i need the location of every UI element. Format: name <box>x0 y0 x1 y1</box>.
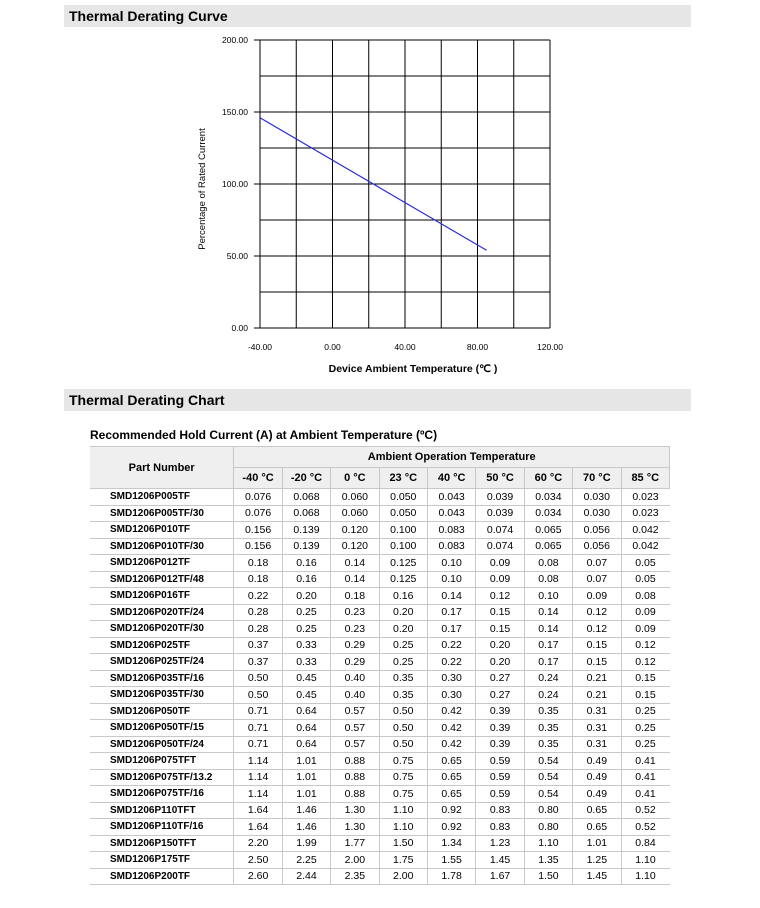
table-subtitle: Recommended Hold Current (A) at Ambient Temperature (ºC) <box>90 428 438 442</box>
table-row <box>90 621 670 638</box>
hold-current-cell: 1.34 <box>427 835 475 852</box>
hold-current-cell: 1.99 <box>282 835 330 852</box>
temp-header: 23 °C <box>379 468 427 489</box>
part-number-cell: SMD1206P016TF <box>90 588 234 605</box>
hold-current-cell: 0.33 <box>282 637 330 654</box>
hold-current-cell: 0.23 <box>331 604 379 621</box>
table-row <box>90 819 670 836</box>
hold-current-cell: 0.14 <box>331 555 379 572</box>
part-number-cell: SMD1206P110TF/16 <box>90 819 234 836</box>
part-number-cell: SMD1206P075TFT <box>90 753 234 770</box>
hold-current-cell: 0.10 <box>524 588 572 605</box>
hold-current-cell: 0.18 <box>234 571 282 588</box>
hold-current-cell: 1.10 <box>379 802 427 819</box>
temp-header: -40 °C <box>234 468 282 489</box>
hold-current-cell: 0.65 <box>427 769 475 786</box>
hold-current-cell: 0.28 <box>234 621 282 638</box>
hold-current-cell: 1.46 <box>282 802 330 819</box>
table-row <box>90 505 670 522</box>
hold-current-cell: 0.20 <box>476 654 524 671</box>
hold-current-cell: 0.156 <box>234 522 282 539</box>
table-row <box>90 588 670 605</box>
hold-current-cell: 1.10 <box>621 868 669 885</box>
hold-current-cell: 0.75 <box>379 769 427 786</box>
hold-current-cell: 0.17 <box>427 604 475 621</box>
hold-current-cell: 0.27 <box>476 687 524 704</box>
y-tick-label: 200.00 <box>222 35 248 45</box>
hold-current-cell: 0.076 <box>234 505 282 522</box>
hold-current-cell: 0.100 <box>379 522 427 539</box>
hold-current-cell: 0.023 <box>621 489 669 506</box>
x-tick-label: 40.00 <box>394 342 416 352</box>
hold-current-cell: 0.042 <box>621 522 669 539</box>
hold-current-cell: 0.120 <box>331 522 379 539</box>
hold-current-cell: 1.23 <box>476 835 524 852</box>
hold-current-cell: 0.71 <box>234 703 282 720</box>
hold-current-cell: 0.25 <box>379 637 427 654</box>
hold-current-cell: 0.84 <box>621 835 669 852</box>
hold-current-cell: 0.42 <box>427 703 475 720</box>
hold-current-cell: 0.54 <box>524 753 572 770</box>
hold-current-cell: 0.37 <box>234 637 282 654</box>
x-tick-label: 80.00 <box>466 342 489 352</box>
curve-section-title: Thermal Derating Curve <box>69 8 228 24</box>
hold-current-cell: 0.49 <box>573 753 621 770</box>
hold-current-cell: 0.80 <box>524 819 572 836</box>
table-row <box>90 538 670 555</box>
hold-current-cell: 0.23 <box>331 621 379 638</box>
hold-current-cell: 0.25 <box>379 654 427 671</box>
hold-current-cell: 0.88 <box>331 786 379 803</box>
hold-current-cell: 0.29 <box>331 637 379 654</box>
hold-current-cell: 0.034 <box>524 505 572 522</box>
hold-current-cell: 0.57 <box>331 703 379 720</box>
hold-current-cell: 0.043 <box>427 489 475 506</box>
hold-current-cell: 0.14 <box>331 571 379 588</box>
hold-current-cell: 0.074 <box>476 522 524 539</box>
hold-current-cell: 0.15 <box>621 670 669 687</box>
hold-current-cell: 1.01 <box>282 786 330 803</box>
hold-current-cell: 1.64 <box>234 802 282 819</box>
part-number-cell: SMD1206P050TF/15 <box>90 720 234 737</box>
chart-section-title: Thermal Derating Chart <box>69 392 225 408</box>
hold-current-cell: 2.50 <box>234 852 282 869</box>
table-row <box>90 720 670 737</box>
hold-current-cell: 0.64 <box>282 736 330 753</box>
table-row <box>90 835 670 852</box>
hold-current-cell: 1.14 <box>234 753 282 770</box>
hold-current-cell: 0.24 <box>524 670 572 687</box>
hold-current-cell: 0.076 <box>234 489 282 506</box>
part-number-cell: SMD1206P025TF <box>90 637 234 654</box>
hold-current-cell: 0.030 <box>573 489 621 506</box>
hold-current-cell: 0.043 <box>427 505 475 522</box>
hold-current-cell: 1.75 <box>379 852 427 869</box>
hold-current-cell: 0.139 <box>282 538 330 555</box>
temp-header: 70 °C <box>573 468 621 489</box>
hold-current-cell: 0.05 <box>621 571 669 588</box>
hold-current-cell: 0.07 <box>573 571 621 588</box>
hold-current-cell: 0.10 <box>427 555 475 572</box>
hold-current-cell: 1.01 <box>282 753 330 770</box>
table-row <box>90 736 670 753</box>
hold-current-cell: 0.83 <box>476 819 524 836</box>
hold-current-cell: 0.41 <box>621 769 669 786</box>
hold-current-cell: 0.24 <box>524 687 572 704</box>
hold-current-cell: 0.083 <box>427 538 475 555</box>
part-number-cell: SMD1206P200TF <box>90 868 234 885</box>
hold-current-cell: 0.15 <box>573 637 621 654</box>
hold-current-cell: 0.25 <box>282 621 330 638</box>
hold-current-cell: 0.16 <box>282 555 330 572</box>
hold-current-cell: 0.060 <box>331 489 379 506</box>
hold-current-cell: 0.17 <box>427 621 475 638</box>
hold-current-cell: 0.71 <box>234 736 282 753</box>
hold-current-cell: 0.92 <box>427 819 475 836</box>
table-row <box>90 654 670 671</box>
y-tick-label: 100.00 <box>222 179 248 189</box>
hold-current-cell: 1.50 <box>524 868 572 885</box>
part-number-cell: SMD1206P020TF/24 <box>90 604 234 621</box>
hold-current-cell: 0.65 <box>427 753 475 770</box>
hold-current-cell: 0.45 <box>282 670 330 687</box>
hold-current-cell: 0.17 <box>524 654 572 671</box>
hold-current-cell: 1.46 <box>282 819 330 836</box>
hold-current-cell: 0.35 <box>379 687 427 704</box>
hold-current-cell: 0.023 <box>621 505 669 522</box>
hold-current-cell: 0.139 <box>282 522 330 539</box>
table-row <box>90 703 670 720</box>
hold-current-cell: 1.78 <box>427 868 475 885</box>
hold-current-cell: 0.15 <box>621 687 669 704</box>
table-row <box>90 555 670 572</box>
hold-current-cell: 0.050 <box>379 505 427 522</box>
hold-current-cell: 0.31 <box>573 736 621 753</box>
hold-current-cell: 0.17 <box>524 637 572 654</box>
hold-current-cell: 1.10 <box>621 852 669 869</box>
hold-current-cell: 0.034 <box>524 489 572 506</box>
hold-current-cell: 0.12 <box>573 621 621 638</box>
hold-current-cell: 0.22 <box>234 588 282 605</box>
hold-current-cell: 0.09 <box>621 621 669 638</box>
hold-current-cell: 0.125 <box>379 571 427 588</box>
part-number-cell: SMD1206P010TF <box>90 522 234 539</box>
hold-current-cell: 1.14 <box>234 786 282 803</box>
hold-current-cell: 0.50 <box>379 720 427 737</box>
hold-current-cell: 0.09 <box>476 555 524 572</box>
hold-current-cell: 0.54 <box>524 769 572 786</box>
hold-current-cell: 0.07 <box>573 555 621 572</box>
table-row <box>90 868 670 885</box>
hold-current-cell: 1.77 <box>331 835 379 852</box>
y-tick-label: 150.00 <box>222 107 248 117</box>
hold-current-cell: 1.67 <box>476 868 524 885</box>
hold-current-cell: 0.10 <box>427 571 475 588</box>
hold-current-cell: 0.30 <box>427 687 475 704</box>
part-number-cell: SMD1206P110TFT <box>90 802 234 819</box>
hold-current-cell: 0.71 <box>234 720 282 737</box>
hold-current-cell: 0.41 <box>621 753 669 770</box>
y-tick-label: 0.00 <box>231 323 248 333</box>
hold-current-cell: 0.50 <box>379 736 427 753</box>
hold-current-cell: 0.065 <box>524 522 572 539</box>
hold-current-cell: 2.44 <box>282 868 330 885</box>
hold-current-cell: 0.08 <box>621 588 669 605</box>
hold-current-cell: 0.15 <box>573 654 621 671</box>
hold-current-cell: 0.050 <box>379 489 427 506</box>
part-number-cell: SMD1206P175TF <box>90 852 234 869</box>
hold-current-cell: 0.50 <box>379 703 427 720</box>
table-body <box>90 489 670 885</box>
hold-current-cell: 0.35 <box>524 736 572 753</box>
hold-current-cell: 0.65 <box>427 786 475 803</box>
hold-current-cell: 2.00 <box>331 852 379 869</box>
hold-current-cell: 0.083 <box>427 522 475 539</box>
hold-current-cell: 0.056 <box>573 538 621 555</box>
hold-current-cell: 0.25 <box>621 703 669 720</box>
hold-current-cell: 0.156 <box>234 538 282 555</box>
x-tick-label: 0.00 <box>324 342 341 352</box>
hold-current-cell: 1.64 <box>234 819 282 836</box>
table-row <box>90 670 670 687</box>
part-number-cell: SMD1206P050TF <box>90 703 234 720</box>
hold-current-cell: 0.25 <box>282 604 330 621</box>
hold-current-cell: 0.49 <box>573 769 621 786</box>
hold-current-cell: 0.65 <box>573 802 621 819</box>
hold-current-cell: 0.57 <box>331 720 379 737</box>
hold-current-cell: 0.39 <box>476 720 524 737</box>
hold-current-cell: 0.120 <box>331 538 379 555</box>
hold-current-cell: 2.25 <box>282 852 330 869</box>
hold-current-cell: 0.12 <box>476 588 524 605</box>
hold-current-cell: 1.55 <box>427 852 475 869</box>
table-row <box>90 604 670 621</box>
table-row <box>90 769 670 786</box>
hold-current-cell: 0.12 <box>621 654 669 671</box>
hold-current-cell: 0.35 <box>379 670 427 687</box>
hold-current-cell: 1.10 <box>524 835 572 852</box>
hold-current-cell: 0.09 <box>476 571 524 588</box>
hold-current-cell: 0.21 <box>573 670 621 687</box>
hold-current-cell: 0.12 <box>573 604 621 621</box>
hold-current-cell: 0.39 <box>476 703 524 720</box>
hold-current-cell: 0.20 <box>282 588 330 605</box>
hold-current-cell: 0.20 <box>379 621 427 638</box>
hold-current-cell: 0.88 <box>331 753 379 770</box>
hold-current-cell: 0.065 <box>524 538 572 555</box>
temp-header: 40 °C <box>427 468 475 489</box>
hold-current-cell: 0.22 <box>427 637 475 654</box>
hold-current-cell: 0.42 <box>427 736 475 753</box>
part-number-cell: SMD1206P020TF/30 <box>90 621 234 638</box>
derating-curve-chart <box>0 0 760 390</box>
hold-current-cell: 0.18 <box>331 588 379 605</box>
hold-current-cell: 1.30 <box>331 802 379 819</box>
part-number-cell: SMD1206P050TF/24 <box>90 736 234 753</box>
hold-current-cell: 0.14 <box>427 588 475 605</box>
hold-current-cell: 2.35 <box>331 868 379 885</box>
hold-current-cell: 0.20 <box>476 637 524 654</box>
hold-current-cell: 0.09 <box>573 588 621 605</box>
hold-current-cell: 0.37 <box>234 654 282 671</box>
chart-section-header <box>64 389 691 411</box>
hold-current-cell: 0.59 <box>476 769 524 786</box>
hold-current-cell: 0.042 <box>621 538 669 555</box>
table-row <box>90 786 670 803</box>
hold-current-cell: 0.039 <box>476 489 524 506</box>
hold-current-cell: 1.25 <box>573 852 621 869</box>
hold-current-cell: 0.59 <box>476 786 524 803</box>
hold-current-cell: 0.074 <box>476 538 524 555</box>
table-row <box>90 637 670 654</box>
hold-current-cell: 0.57 <box>331 736 379 753</box>
hold-current-cell: 0.30 <box>427 670 475 687</box>
hold-current-cell: 0.068 <box>282 489 330 506</box>
hold-current-cell: 0.22 <box>427 654 475 671</box>
hold-current-cell: 0.100 <box>379 538 427 555</box>
hold-current-cell: 0.08 <box>524 571 572 588</box>
table-row <box>90 522 670 539</box>
hold-current-cell: 1.45 <box>476 852 524 869</box>
table-row <box>90 753 670 770</box>
hold-current-cell: 0.039 <box>476 505 524 522</box>
hold-current-cell: 1.50 <box>379 835 427 852</box>
hold-current-cell: 0.068 <box>282 505 330 522</box>
hold-current-cell: 0.40 <box>331 670 379 687</box>
part-number-cell: SMD1206P075TF/16 <box>90 786 234 803</box>
hold-current-cell: 0.05 <box>621 555 669 572</box>
hold-current-cell: 0.50 <box>234 687 282 704</box>
hold-current-cell: 2.60 <box>234 868 282 885</box>
hold-current-cell: 0.83 <box>476 802 524 819</box>
temp-header: 60 °C <box>524 468 572 489</box>
hold-current-cell: 0.060 <box>331 505 379 522</box>
hold-current-cell: 0.75 <box>379 753 427 770</box>
hold-current-cell: 1.01 <box>282 769 330 786</box>
part-number-cell: SMD1206P005TF <box>90 489 234 506</box>
part-number-cell: SMD1206P005TF/30 <box>90 505 234 522</box>
part-number-cell: SMD1206P012TF <box>90 555 234 572</box>
part-number-cell: SMD1206P035TF/30 <box>90 687 234 704</box>
x-tick-label: 120.00 <box>537 342 563 352</box>
hold-current-cell: 0.18 <box>234 555 282 572</box>
hold-current-cell: 0.25 <box>621 736 669 753</box>
hold-current-cell: 2.00 <box>379 868 427 885</box>
hold-current-cell: 0.35 <box>524 720 572 737</box>
hold-current-cell: 0.31 <box>573 720 621 737</box>
hold-current-cell: 0.08 <box>524 555 572 572</box>
table-row <box>90 571 670 588</box>
y-tick-label: 50.00 <box>226 251 248 261</box>
y-axis-label: Percentage of Rated Current <box>197 128 208 250</box>
hold-current-cell: 0.59 <box>476 753 524 770</box>
x-tick-label: -40.00 <box>247 342 273 352</box>
hold-current-cell: 0.16 <box>379 588 427 605</box>
hold-current-cell: 0.80 <box>524 802 572 819</box>
hold-current-cell: 0.75 <box>379 786 427 803</box>
hold-current-cell: 0.64 <box>282 703 330 720</box>
table-row <box>90 802 670 819</box>
hold-current-cell: 0.54 <box>524 786 572 803</box>
ambient-temp-group-header: Ambient Operation Temperature <box>234 447 670 468</box>
hold-current-cell: 0.39 <box>476 736 524 753</box>
hold-current-cell: 0.35 <box>524 703 572 720</box>
hold-current-cell: 0.45 <box>282 687 330 704</box>
x-axis-label: Device Ambient Temperature (℃ ) <box>328 363 498 375</box>
hold-current-cell: 0.28 <box>234 604 282 621</box>
hold-current-cell: 0.15 <box>476 621 524 638</box>
hold-current-cell: 0.056 <box>573 522 621 539</box>
hold-current-cell: 0.12 <box>621 637 669 654</box>
hold-current-cell: 0.31 <box>573 703 621 720</box>
hold-current-cell: 0.14 <box>524 621 572 638</box>
temp-header: -20 °C <box>282 468 330 489</box>
hold-current-cell: 1.30 <box>331 819 379 836</box>
hold-current-cell: 0.27 <box>476 670 524 687</box>
hold-current-cell: 0.030 <box>573 505 621 522</box>
hold-current-cell: 0.92 <box>427 802 475 819</box>
hold-current-cell: 0.64 <box>282 720 330 737</box>
hold-current-cell: 2.20 <box>234 835 282 852</box>
table-row <box>90 489 670 506</box>
hold-current-cell: 0.09 <box>621 604 669 621</box>
part-number-cell: SMD1206P012TF/48 <box>90 571 234 588</box>
temp-header: 50 °C <box>476 468 524 489</box>
hold-current-cell: 0.29 <box>331 654 379 671</box>
hold-current-cell: 0.49 <box>573 786 621 803</box>
hold-current-cell: 0.20 <box>379 604 427 621</box>
hold-current-cell: 0.40 <box>331 687 379 704</box>
part-number-cell: SMD1206P075TF/13.2 <box>90 769 234 786</box>
hold-current-cell: 0.41 <box>621 786 669 803</box>
part-number-cell: SMD1206P010TF/30 <box>90 538 234 555</box>
hold-current-cell: 0.21 <box>573 687 621 704</box>
hold-current-cell: 0.125 <box>379 555 427 572</box>
temp-header: 0 °C <box>331 468 379 489</box>
hold-current-cell: 0.52 <box>621 802 669 819</box>
hold-current-cell: 1.10 <box>379 819 427 836</box>
part-number-header: Part Number <box>90 447 234 489</box>
hold-current-cell: 0.50 <box>234 670 282 687</box>
table-row <box>90 687 670 704</box>
hold-current-table <box>90 446 670 885</box>
part-number-cell: SMD1206P150TFT <box>90 835 234 852</box>
part-number-cell: SMD1206P025TF/24 <box>90 654 234 671</box>
hold-current-cell: 1.14 <box>234 769 282 786</box>
hold-current-cell: 0.14 <box>524 604 572 621</box>
hold-current-cell: 0.52 <box>621 819 669 836</box>
hold-current-cell: 1.45 <box>573 868 621 885</box>
hold-current-cell: 0.33 <box>282 654 330 671</box>
table-header-row <box>90 447 670 468</box>
temp-header: 85 °C <box>621 468 669 489</box>
hold-current-cell: 0.25 <box>621 720 669 737</box>
part-number-cell: SMD1206P035TF/16 <box>90 670 234 687</box>
hold-current-cell: 1.01 <box>573 835 621 852</box>
hold-current-cell: 0.16 <box>282 571 330 588</box>
hold-current-cell: 0.65 <box>573 819 621 836</box>
table-row <box>90 852 670 869</box>
hold-current-cell: 1.35 <box>524 852 572 869</box>
hold-current-cell: 0.15 <box>476 604 524 621</box>
hold-current-cell: 0.88 <box>331 769 379 786</box>
hold-current-cell: 0.42 <box>427 720 475 737</box>
